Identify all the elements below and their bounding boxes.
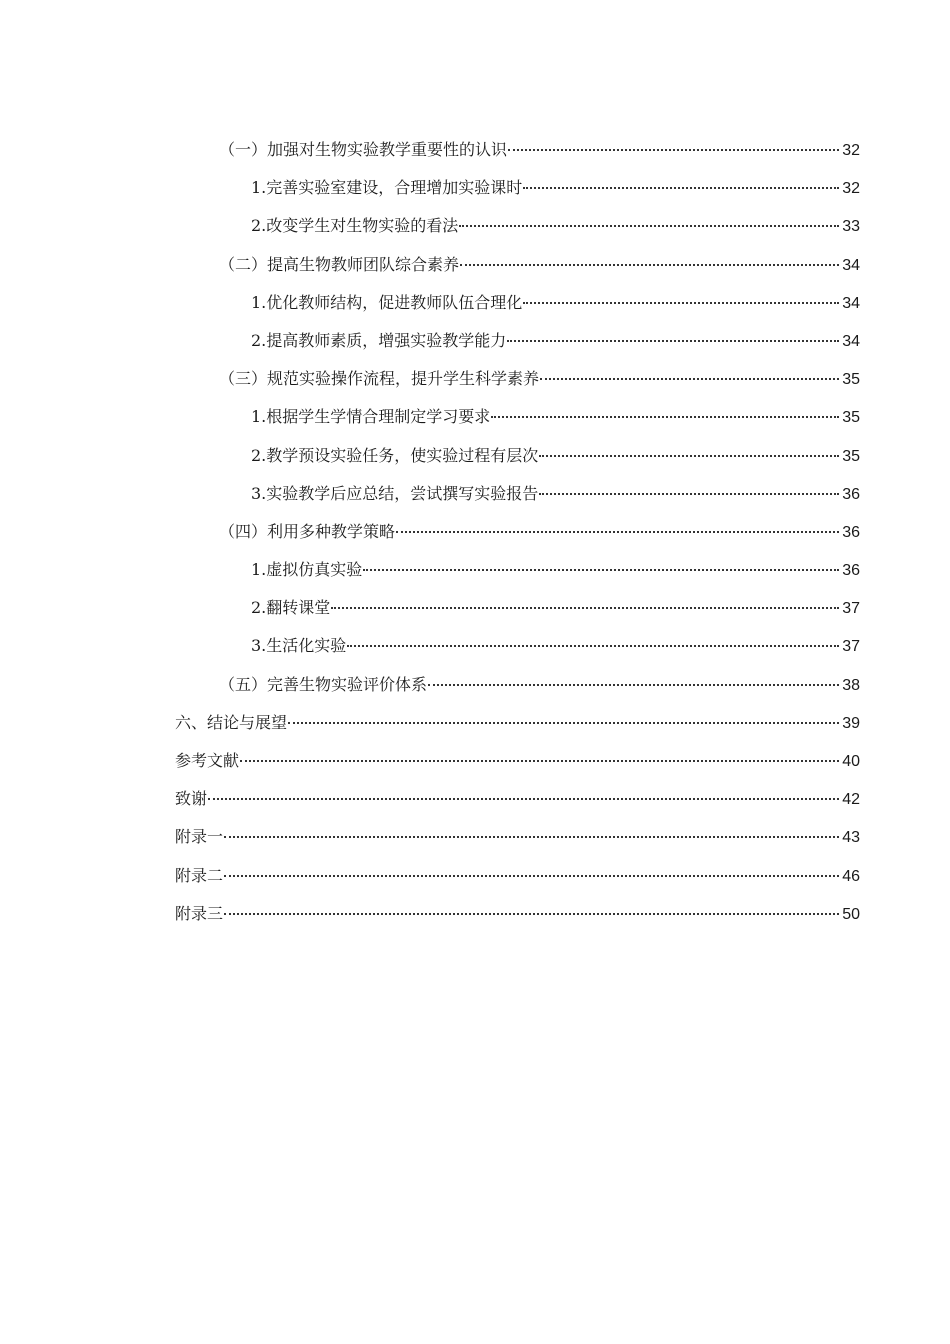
toc-dot-leader: [396, 531, 839, 533]
toc-dot-leader: [460, 264, 839, 266]
toc-dot-leader: [540, 378, 839, 380]
toc-entry[interactable]: [175, 404, 860, 442]
toc-entry[interactable]: [175, 672, 860, 710]
toc-entry-label: 附录二: [175, 865, 224, 885]
toc-dot-leader: [491, 416, 839, 418]
toc-page-number: 37: [842, 600, 860, 618]
toc-entry[interactable]: [175, 824, 860, 862]
toc-entry[interactable]: [175, 443, 860, 481]
toc-page-number: 43: [842, 829, 860, 847]
toc-page-number: 50: [842, 905, 860, 923]
toc-dot-leader: [428, 684, 839, 686]
toc-page-number: 35: [842, 409, 860, 427]
toc-entry-label: 致谢: [175, 789, 208, 809]
toc-entry[interactable]: [175, 595, 860, 633]
toc-page-number: 35: [842, 447, 860, 465]
toc-page-number: 33: [842, 218, 860, 236]
toc-dot-leader: [539, 493, 839, 495]
toc-dot-leader: [224, 913, 839, 915]
toc-page-number: 34: [842, 332, 860, 350]
toc-entry-label: （一）加强对生物实验教学重要性的认识: [219, 140, 508, 159]
toc-page-number: 46: [842, 867, 860, 885]
toc-dot-leader: [539, 455, 839, 457]
toc-entry[interactable]: [175, 366, 860, 404]
toc-page-number: 38: [842, 676, 860, 694]
toc-entry[interactable]: [175, 252, 860, 290]
toc-entry-label: 附录一: [175, 827, 224, 847]
toc-dot-leader: [507, 340, 839, 342]
toc-entry[interactable]: [175, 175, 860, 213]
toc-dot-leader: [347, 645, 839, 647]
toc-dot-leader: [240, 760, 839, 762]
toc-entry[interactable]: [175, 901, 860, 939]
toc-entry-label: 2.提高教师素质，增强实验教学能力: [251, 330, 507, 350]
toc-dot-leader: [224, 836, 839, 838]
toc-dot-leader: [523, 302, 839, 304]
toc-dot-leader: [224, 875, 839, 877]
toc-entry-label: 附录三: [175, 903, 224, 923]
toc-entry-label: 3.生活化实验: [251, 636, 347, 656]
toc-entry[interactable]: [175, 633, 860, 671]
toc-page-number: 39: [842, 714, 860, 732]
toc-entry-label: 六、结论与展望: [175, 712, 288, 732]
toc-dot-leader: [288, 722, 839, 724]
toc-entry-label: 1.根据学生学情合理制定学习要求: [251, 407, 491, 427]
toc-entry[interactable]: [175, 748, 860, 786]
toc-dot-leader: [208, 798, 839, 800]
toc-entry-label: （二）提高生物教师团队综合素养: [219, 254, 460, 274]
toc-entry-label: 2.教学预设实验任务，使实验过程有层次: [251, 445, 539, 465]
toc-dot-leader: [331, 607, 839, 609]
toc-page-number: 35: [842, 371, 860, 389]
toc-entry-label: 3.实验教学后应总结，尝试撰写实验报告: [251, 483, 539, 503]
toc-entry-label: 2.改变学生对生物实验的看法: [251, 216, 459, 236]
toc-entry-label: （四）利用多种教学策略: [219, 521, 396, 541]
toc-entry[interactable]: [175, 328, 860, 366]
toc-entry[interactable]: [175, 481, 860, 519]
toc-page-number: 37: [842, 638, 860, 656]
toc-page-number: 34: [842, 256, 860, 274]
toc-entry[interactable]: [175, 213, 860, 251]
toc-page-number: 36: [842, 562, 860, 580]
toc-dot-leader: [459, 225, 839, 227]
toc-page-number: 32: [842, 180, 860, 198]
toc-page-number: 40: [842, 753, 860, 770]
toc-entry[interactable]: [175, 519, 860, 557]
toc-entry[interactable]: [175, 557, 860, 595]
toc-dot-leader: [523, 187, 839, 189]
toc-dot-leader: [508, 149, 839, 151]
toc-entry-label: 1.完善实验室建设，合理增加实验课时: [251, 178, 523, 198]
toc-page-number: 36: [842, 523, 860, 541]
toc-entry[interactable]: [175, 863, 860, 901]
toc-entry-label: （五）完善生物实验评价体系: [219, 674, 428, 694]
toc-entry[interactable]: [175, 290, 860, 328]
toc-entry[interactable]: [175, 710, 860, 748]
toc-entry[interactable]: [175, 786, 860, 824]
table-of-contents: [175, 137, 860, 939]
toc-entry-label: 2.翻转课堂: [251, 598, 331, 618]
toc-page-number: 34: [842, 294, 860, 312]
toc-page-number: 32: [842, 142, 860, 159]
toc-entry-label: 1.虚拟仿真实验: [251, 560, 363, 580]
toc-page-number: 42: [842, 791, 860, 809]
toc-dot-leader: [363, 569, 839, 571]
toc-entry-label: 1.优化教师结构，促进教师队伍合理化: [251, 292, 523, 312]
toc-page-number: 36: [842, 485, 860, 503]
toc-entry-label: （三）规范实验操作流程，提升学生科学素养: [219, 369, 540, 389]
toc-entry-label: 参考文献: [175, 751, 240, 770]
toc-entry[interactable]: [175, 137, 860, 175]
